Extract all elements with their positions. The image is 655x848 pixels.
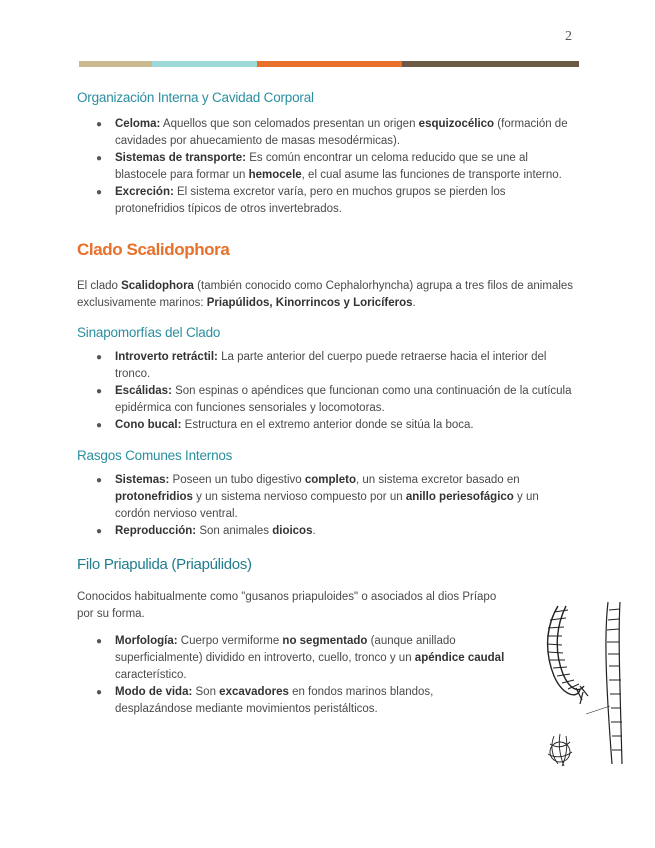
paragraph-clado-intro: El clado Scalidophora (también conocido como Cephalorhyncha) agrupa a tres filos de animales exclusivamente marinos: Priapúlidos, Kinorrincos y Loricíferos. xyxy=(77,280,574,309)
bullet-icon: ● xyxy=(96,153,103,164)
bullet-icon: ● xyxy=(96,386,103,397)
heading-organizacion: Organización Interna y Cavidad Corporal xyxy=(77,90,314,105)
bullet-icon: ● xyxy=(96,475,103,486)
list-item: ● Morfología: Cuerpo vermiforme no segmentado (aunque anillado superficialmente) dividido en introverto, cuello, tronco y un apéndice caudal característico. xyxy=(96,635,505,681)
header-divider xyxy=(79,61,579,67)
divider-segment-brown xyxy=(402,61,579,67)
list-item: ● Modo de vida: Son excavadores en fondos marinos blandos, desplazándose mediante movimientos peristálticos. xyxy=(96,686,434,715)
bullet-icon: ● xyxy=(96,526,103,537)
list-sinapomorfias xyxy=(77,349,577,434)
list-rasgos xyxy=(77,472,577,540)
list-organizacion xyxy=(77,116,577,218)
divider-segment-tan xyxy=(79,61,152,67)
bullet-icon: ● xyxy=(96,420,103,431)
title-filo-priapulida: Filo Priapulida (Priapúlidos) xyxy=(77,556,252,573)
heading-rasgos: Rasgos Comunes Internos xyxy=(77,448,233,463)
list-item: ● Introverto retráctil: La parte anterior del cuerpo puede retraerse hacia el interior del tronco. xyxy=(96,351,547,380)
list-item: ● Reproducción: Son animales dioicos. xyxy=(77,523,577,540)
list-item: ● Escálidas: Son espinas o apéndices que funcionan como una continuación de la cutícula epidérmica con funciones sensoriales y locomotoras. xyxy=(96,385,572,414)
document-body xyxy=(77,88,577,718)
priapulid-tail-cluster xyxy=(548,734,572,766)
title-clado-scalidophora: Clado Scalidophora xyxy=(77,240,230,259)
list-filo xyxy=(77,633,507,718)
list-item: ● Cono bucal: Estructura en el extremo anterior donde se sitúa la boca. xyxy=(77,417,577,434)
bullet-icon: ● xyxy=(96,352,103,363)
priapulid-illustration xyxy=(536,596,632,774)
list-item: ● Sistemas de transporte: Es común encontrar un celoma reducido que se une al blastocele para formar un hemocele, el cual asume las funciones de transporte interno. xyxy=(96,152,562,181)
list-item: ● Sistemas: Poseen un tubo digestivo completo, un sistema excretor basado en protonefridios y un sistema nervioso compuesto por un anillo periesofágico y un cordón nervioso ventral. xyxy=(96,474,539,520)
divider-segment-orange xyxy=(257,61,402,67)
heading-sinapomorfias: Sinapomorfías del Clado xyxy=(77,325,221,340)
page-number: 2 xyxy=(565,29,572,44)
divider-segment-aqua xyxy=(152,61,257,67)
priapulid-body-curved xyxy=(547,606,588,704)
bullet-icon: ● xyxy=(96,187,103,198)
list-item: ● Celoma: Aquellos que son celomados presentan un origen esquizocélico (formación de cavidades por ahuecamiento de masas mesodérmicas). xyxy=(96,118,568,147)
bullet-icon: ● xyxy=(96,636,103,647)
bullet-icon: ● xyxy=(96,687,103,698)
priapulid-body-straight xyxy=(586,602,622,764)
filo-text-block xyxy=(77,589,507,718)
paragraph-filo-intro: Conocidos habitualmente como "gusanos priapuloides" o asociados al dios Príapo por su forma. xyxy=(77,591,497,620)
bullet-icon: ● xyxy=(96,119,103,130)
list-item: ● Excreción: El sistema excretor varía, pero en muchos grupos se pierden los protonefridios típicos de otros invertebrados. xyxy=(96,186,506,215)
